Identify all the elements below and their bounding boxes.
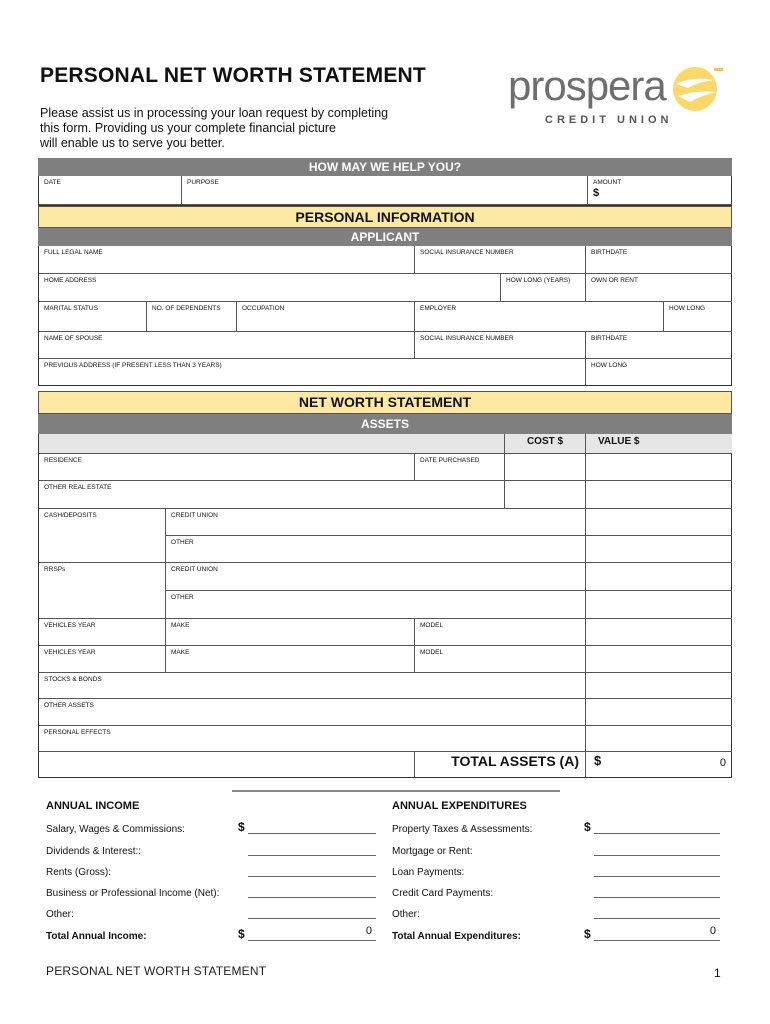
rrsp-other-value-input[interactable]: [586, 591, 732, 619]
vehicle1-make-label: MAKE: [171, 622, 190, 629]
total-expenditures-field[interactable]: [594, 925, 720, 941]
other-real-estate-value-input[interactable]: [586, 481, 732, 509]
employer-label: EMPLOYER: [420, 305, 457, 312]
sin-field[interactable]: [415, 246, 586, 274]
assets-header-blank: [39, 434, 505, 454]
other-real-estate-label: OTHER REAL ESTATE: [44, 484, 112, 491]
home-address-label: HOME ADDRESS: [44, 277, 97, 284]
logo-subtitle: CREDIT UNION: [545, 114, 673, 126]
cash-other-value-input[interactable]: [586, 536, 732, 563]
logo-wordmark: prospera: [508, 62, 666, 109]
other-assets-field[interactable]: [39, 699, 586, 726]
total-expenditures-label: Total Annual Expenditures:: [392, 931, 521, 942]
cost-column-header: COST $: [505, 434, 586, 454]
how-long-years-label: HOW LONG (YEARS): [506, 277, 571, 284]
previous-address-label: PREVIOUS ADDRESS (IF PRESENT LESS THAN 3 YEARS): [44, 362, 222, 369]
vehicle1-model-field[interactable]: [415, 619, 586, 646]
birthdate-field[interactable]: [586, 246, 732, 274]
other-assets-value-input[interactable]: [586, 699, 732, 726]
loan-payments-input[interactable]: [594, 865, 720, 877]
personal-effects-value-input[interactable]: [586, 726, 732, 752]
rrsp-other-label: OTHER: [171, 594, 194, 601]
page-number: 1: [714, 966, 721, 980]
marital-status-field[interactable]: [39, 302, 147, 332]
dividends-label: Dividends & Interest::: [46, 846, 142, 857]
applicant-bar: APPLICANT: [38, 228, 732, 246]
marital-status-label: MARITAL STATUS: [44, 305, 98, 312]
previous-address-field[interactable]: [39, 359, 586, 385]
rrsp-other-field[interactable]: [166, 591, 586, 619]
vehicle2-value-input[interactable]: [586, 646, 732, 673]
spouse-name-field[interactable]: [39, 332, 415, 359]
cash-credit-union-value-input[interactable]: [586, 509, 732, 536]
vehicle2-year-field[interactable]: [39, 646, 166, 673]
rents-label: Rents (Gross):: [46, 867, 112, 878]
intro-line: this form. Providing us your complete financial picture: [40, 121, 336, 135]
spouse-name-label: NAME OF SPOUSE: [44, 335, 103, 342]
date-label: DATE: [44, 179, 61, 186]
vehicle2-model-field[interactable]: [415, 646, 586, 673]
residence-field[interactable]: [39, 454, 415, 481]
mortgage-label: Mortgage or Rent:: [392, 846, 473, 857]
home-address-field[interactable]: [39, 274, 501, 302]
other-real-estate-field[interactable]: [39, 481, 505, 509]
total-assets-dollar: $: [594, 753, 602, 768]
dependents-label: NO. OF DEPENDENTS: [152, 305, 221, 312]
rrsp-credit-union-label: CREDIT UNION: [171, 566, 218, 573]
rents-input[interactable]: [248, 865, 376, 877]
amount-dollar: $: [593, 187, 600, 199]
applicant-grid: [38, 246, 732, 386]
total-expenditures-value: 0: [709, 925, 716, 937]
salary-dollar: $: [238, 820, 245, 834]
sin-label: SOCIAL INSURANCE NUMBER: [420, 249, 514, 256]
vehicle1-year-field[interactable]: [39, 619, 166, 646]
total-assets-label: TOTAL ASSETS (A): [415, 752, 586, 777]
rrsp-credit-union-field[interactable]: [166, 563, 586, 591]
other-income-input[interactable]: [248, 907, 376, 919]
loan-payments-label: Loan Payments:: [392, 867, 465, 878]
intro-line: will enable us to serve you better.: [40, 136, 225, 150]
total-expenditures-dollar: $: [584, 927, 591, 941]
other-expenditures-label: Other:: [392, 909, 420, 920]
purpose-label: PURPOSE: [187, 179, 219, 186]
vehicle1-year-label: VEHICLES YEAR: [44, 622, 96, 629]
rrsps-label-cell: [39, 563, 166, 619]
help-bar: HOW MAY WE HELP YOU?: [38, 158, 732, 176]
value-column-header: VALUE $: [586, 434, 732, 454]
how-long-years-field[interactable]: [501, 274, 586, 302]
other-assets-label: OTHER ASSETS: [44, 702, 94, 709]
intro-text: [40, 106, 400, 151]
salary-label: Salary, Wages & Commissions:: [46, 824, 185, 835]
business-income-label: Business or Professional Income (Net):: [46, 888, 220, 899]
spouse-birthdate-field[interactable]: [586, 332, 732, 359]
birthdate-label: BIRTHDATE: [591, 249, 628, 256]
personal-info-heading: PERSONAL INFORMATION: [38, 206, 732, 228]
divider: [232, 790, 560, 792]
other-real-estate-cost-input[interactable]: [505, 481, 586, 509]
dividends-input[interactable]: [248, 844, 376, 856]
occupation-field[interactable]: [237, 302, 415, 332]
credit-card-label: Credit Card Payments:: [392, 888, 494, 899]
vehicle2-model-label: MODEL: [420, 649, 444, 656]
spouse-sin-field[interactable]: [415, 332, 586, 359]
assets-bar: ASSETS: [38, 414, 732, 434]
full-name-field[interactable]: [39, 246, 415, 274]
residence-cost-input[interactable]: [505, 454, 586, 481]
stocks-bonds-label: STOCKS & BONDS: [44, 676, 102, 683]
assets-grid: [38, 434, 732, 778]
cash-other-field[interactable]: [166, 536, 586, 563]
property-taxes-label: Property Taxes & Assessments:: [392, 824, 533, 835]
stocks-bonds-value-input[interactable]: [586, 673, 732, 699]
dependents-field[interactable]: [147, 302, 237, 332]
property-taxes-dollar: $: [584, 820, 591, 834]
other-income-label: Other:: [46, 909, 74, 920]
property-taxes-input[interactable]: [594, 822, 720, 834]
total-income-label: Total Annual Income:: [46, 931, 147, 942]
personal-effects-field[interactable]: [39, 726, 586, 752]
date-purchased-field[interactable]: [415, 454, 505, 481]
net-worth-heading: NET WORTH STATEMENT: [38, 391, 732, 414]
credit-card-input[interactable]: [594, 886, 720, 898]
cash-credit-union-field[interactable]: [166, 509, 586, 536]
total-assets-field[interactable]: [586, 752, 732, 777]
own-or-rent-label: OWN OR RENT: [591, 277, 638, 284]
cash-deposits-label: CASH/DEPOSITS: [44, 512, 97, 519]
mortgage-input[interactable]: [594, 844, 720, 856]
stocks-bonds-field[interactable]: [39, 673, 586, 699]
vehicle2-make-label: MAKE: [171, 649, 190, 656]
business-income-input[interactable]: [248, 886, 376, 898]
cash-other-label: OTHER: [171, 539, 194, 546]
annual-income-heading: ANNUAL INCOME: [46, 800, 140, 812]
vehicle1-make-field[interactable]: [166, 619, 415, 646]
total-income-value: 0: [365, 925, 372, 937]
intro-line: Please assist us in processing your loan request by completing: [40, 106, 389, 120]
spouse-birthdate-label: BIRTHDATE: [591, 335, 628, 342]
amount-label: AMOUNT: [593, 179, 622, 186]
page-title: PERSONAL NET WORTH STATEMENT: [40, 64, 426, 87]
rrsp-credit-union-value-input[interactable]: [586, 563, 732, 591]
rrsps-label: RRSPs: [44, 566, 66, 573]
vehicle1-value-input[interactable]: [586, 619, 732, 646]
date-purchased-label: DATE PURCHASED: [420, 457, 480, 464]
personal-effects-label: PERSONAL EFFECTS: [44, 729, 111, 736]
previous-how-long-field[interactable]: [586, 359, 732, 385]
help-row: [38, 176, 732, 206]
employer-how-long-field[interactable]: [664, 302, 732, 332]
salary-input[interactable]: [248, 822, 376, 834]
cash-deposits-label-cell: [39, 509, 166, 563]
vehicle2-year-label: VEHICLES YEAR: [44, 649, 96, 656]
other-expenditures-input[interactable]: [594, 907, 720, 919]
purpose-field[interactable]: [182, 176, 588, 205]
footer-title: PERSONAL NET WORTH STATEMENT: [46, 964, 267, 978]
total-blank-cell: [39, 752, 415, 777]
residence-value-input[interactable]: [586, 454, 732, 481]
employer-how-long-label: HOW LONG: [669, 305, 706, 312]
vehicle1-model-label: MODEL: [420, 622, 444, 629]
total-income-field[interactable]: [248, 925, 376, 941]
previous-how-long-label: HOW LONG: [591, 362, 628, 369]
own-or-rent-field[interactable]: [586, 274, 732, 302]
total-assets-value: 0: [719, 757, 726, 769]
date-field[interactable]: [39, 176, 182, 205]
annual-expenditures-heading: ANNUAL EXPENDITURES: [392, 800, 527, 812]
residence-label: RESIDENCE: [44, 457, 82, 464]
total-income-dollar: $: [238, 927, 245, 941]
spouse-sin-label: SOCIAL INSURANCE NUMBER: [420, 335, 514, 342]
employer-field[interactable]: [415, 302, 664, 332]
prospera-swirl-icon: [668, 64, 726, 114]
amount-field[interactable]: [588, 176, 732, 205]
vehicle2-make-field[interactable]: [166, 646, 415, 673]
full-name-label: FULL LEGAL NAME: [44, 249, 103, 256]
occupation-label: OCCUPATION: [242, 305, 285, 312]
cash-credit-union-label: CREDIT UNION: [171, 512, 218, 519]
